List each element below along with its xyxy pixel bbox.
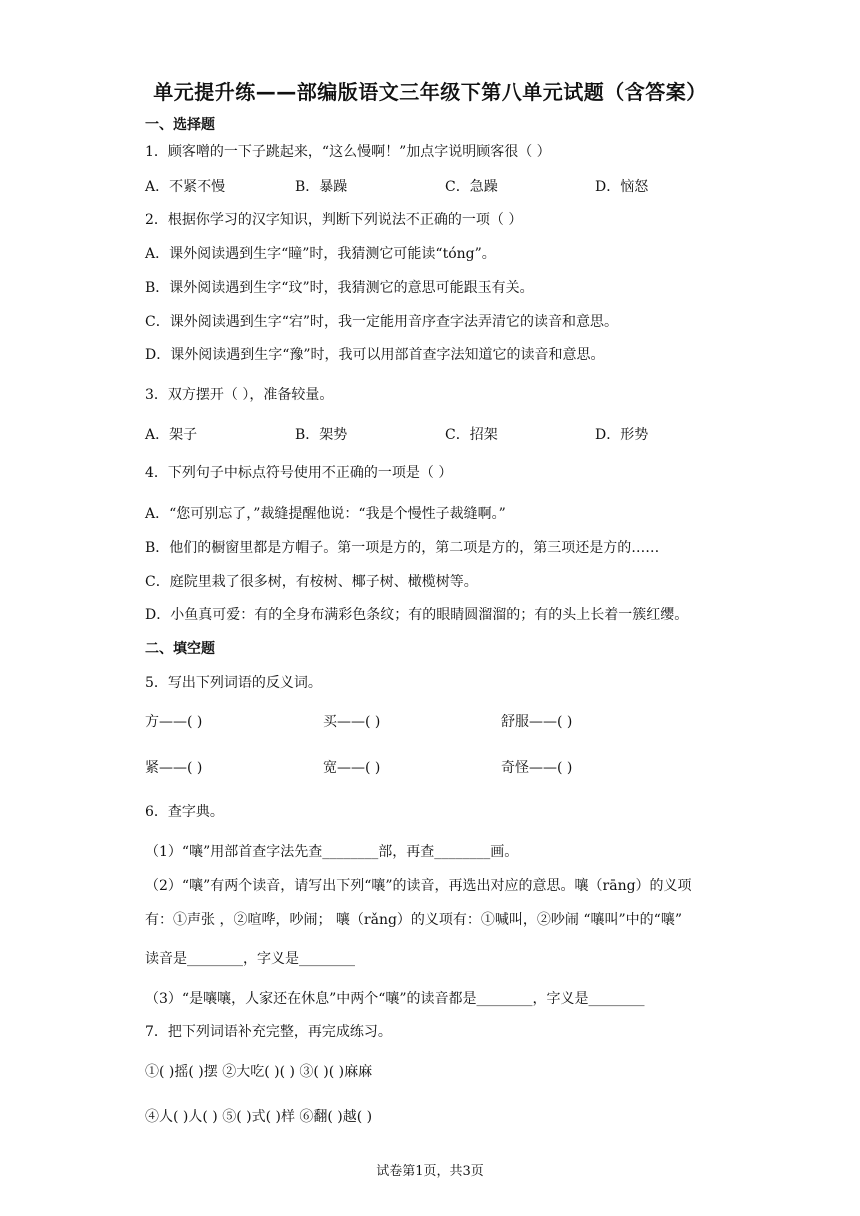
q5-pair: 舒服——( )	[501, 714, 573, 730]
q1-option-b: B．暴躁	[295, 179, 348, 195]
q7-stem: 7．把下列词语补充完整，再完成练习。	[145, 1024, 392, 1040]
q2-option-b: B．课外阅读遇到生字“玟”时，我猜测它的意思可能跟玉有关。	[145, 280, 534, 296]
q1-option-a: A．不紧不慢	[145, 179, 226, 195]
q3-option-d: D．形势	[595, 427, 649, 443]
q6-part2-line2: 有：①声张 ，②喧哗，吵闹； 嚷（rǎng）的义项有：①喊叫，②吵闹 “嚷叫”中的“嚷”	[145, 912, 682, 928]
q4-option-d: D．小鱼真可爱：有的全身布满彩色条纹；有的眼睛圆溜溜的；有的头上长着一簇红缨。	[145, 607, 689, 623]
q6-part2-line3: 读音是________，字义是________	[145, 951, 355, 967]
q4-option-c: C．庭院里栽了很多树，有桉树、椰子树、橄榄树等。	[145, 574, 478, 590]
q1-option-d: D．恼怒	[595, 179, 649, 195]
q1-option-c: C．急躁	[445, 179, 498, 195]
q3-stem: 3．双方摆开（ ），准备较量。	[145, 387, 334, 403]
q2-option-c: C．课外阅读遇到生字“宕”时，我一定能用音序查字法弄清它的读音和意思。	[145, 314, 619, 330]
section-fill: 二、填空题	[145, 641, 215, 657]
q6-part1: （1）“嚷”用部首查字法先查________部，再查________画。	[145, 844, 519, 860]
q3-option-b: B．架势	[295, 427, 348, 443]
page-title: 单元提升练——部编版语文三年级下第八单元试题（含答案）	[153, 80, 707, 104]
q4-stem: 4．下列句子中标点符号使用不正确的一项是（ ）	[145, 465, 453, 481]
q4-option-b: B．他们的橱窗里都是方帽子。第一项是方的，第二项是方的，第三项还是方的……	[145, 540, 660, 556]
q5-pair: 方——( )	[145, 714, 203, 730]
q7-row1: ①( )摇( )摆 ②大吃( )( ) ③( )( )麻麻	[145, 1064, 373, 1080]
q3-option-a: A．架子	[145, 427, 198, 443]
page-footer: 试卷第1页，共3页	[376, 1164, 484, 1179]
q5-pair: 宽——( )	[323, 760, 381, 776]
q2-option-a: A．课外阅读遇到生字“瞳”时，我猜测它可能读“tóng”。	[145, 246, 496, 262]
q7-row2: ④人( )人( ) ⑤( )式( )样 ⑥翻( )越( )	[145, 1109, 373, 1125]
section-choice: 一、选择题	[145, 117, 215, 133]
q4-option-a: A．“您可别忘了，”裁缝提醒他说：“我是个慢性子裁缝啊。”	[145, 506, 506, 522]
q5-pair: 买——( )	[323, 714, 381, 730]
q2-stem: 2．根据你学习的汉字知识，判断下列说法不正确的一项（ ）	[145, 212, 523, 228]
q3-option-c: C．招架	[445, 427, 498, 443]
q6-stem: 6．查字典。	[145, 804, 224, 820]
q6-part2-line1: （2）“嚷”有两个读音，请写出下列“嚷”的读音，再选出对应的意思。嚷（rāng）的义项	[145, 878, 692, 894]
q5-pair: 紧——( )	[145, 760, 203, 776]
q6-part3: （3）“是嚷嚷，人家还在休息”中两个“嚷”的读音都是________，字义是________	[145, 991, 645, 1007]
q2-option-d: D．课外阅读遇到生字“豫”时，我可以用部首查字法知道它的读音和意思。	[145, 347, 605, 363]
q1-stem: 1．顾客噌的一下子跳起来，“这么慢啊！”加点字说明顾客很（ ）	[145, 144, 551, 160]
q5-pair: 奇怪——( )	[501, 760, 573, 776]
q5-stem: 5．写出下列词语的反义词。	[145, 675, 322, 691]
